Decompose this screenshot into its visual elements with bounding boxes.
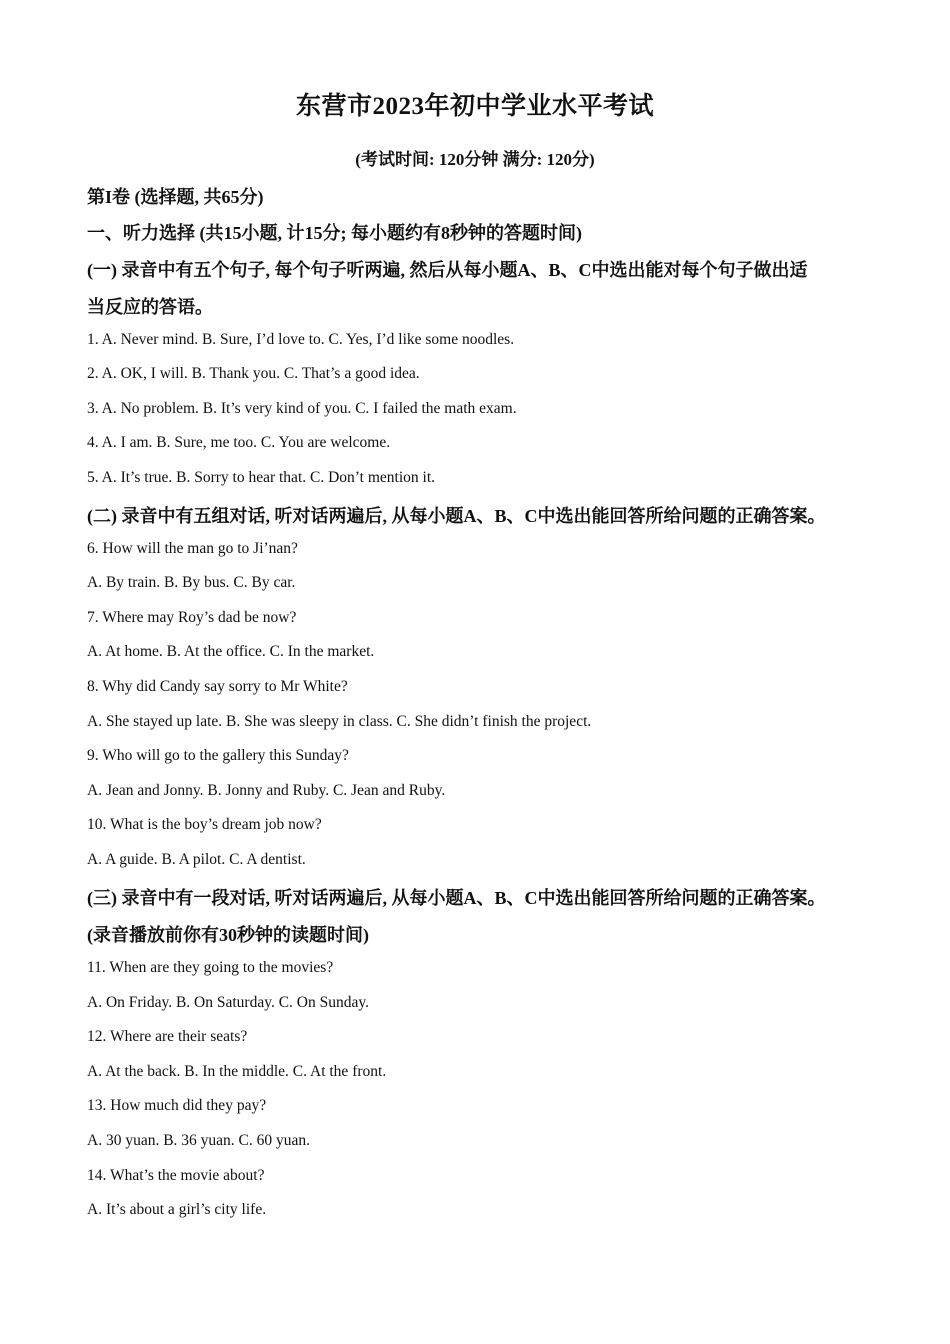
question-8-options: A. She stayed up late. B. She was sleepy in class. C. She didn’t finish the project. [87,713,592,730]
question-6: 6. How will the man go to Ji’nan? [87,540,298,557]
question-12-options: A. At the back. B. In the middle. C. At the front. [87,1063,387,1080]
question-10-options: A. A guide. B. A pilot. C. A dentist. [87,851,306,868]
subsection-one-instruction-cont: 当反应的答语。 [87,297,213,317]
question-13-options: A. 30 yuan. B. 36 yuan. C. 60 yuan. [87,1132,311,1149]
question-9-options: A. Jean and Jonny. B. Jonny and Ruby. C. Jean and Ruby. [87,782,446,799]
subsection-two-instruction: (二) 录音中有五组对话, 听对话两遍后, 从每小题A、B、C中选出能回答所给问题的正确答案。 [87,506,826,526]
question-7: 7. Where may Roy’s dad be now? [87,609,297,626]
question-6-options: A. By train. B. By bus. C. By car. [87,574,296,591]
question-4: 4. A. I am. B. Sure, me too. C. You are welcome. [87,434,391,451]
question-3: 3. A. No problem. B. It’s very kind of you. C. I failed the math exam. [87,400,517,417]
subsection-three-reading-time: (录音播放前你有30秒钟的读题时间) [87,925,369,945]
subsection-three-instruction: (三) 录音中有一段对话, 听对话两遍后, 从每小题A、B、C中选出能回答所给问题的正确答案。 [87,888,826,908]
part-one-heading: 第I卷 (选择题, 共65分) [87,187,264,207]
question-7-options: A. At home. B. At the office. C. In the market. [87,643,375,660]
question-11-options: A. On Friday. B. On Saturday. C. On Sunday. [87,994,369,1011]
question-10: 10. What is the boy’s dream job now? [87,816,322,833]
listening-section-heading: 一、听力选择 (共15小题, 计15分; 每小题约有8秒钟的答题时间) [87,223,582,243]
exam-subtitle: (考试时间: 120分钟 满分: 120分) [355,150,595,169]
subsection-one-instruction: (一) 录音中有五个句子, 每个句子听两遍, 然后从每小题A、B、C中选出能对每个句子做出适 [87,260,808,280]
question-12: 12. Where are their seats? [87,1028,248,1045]
question-13: 13. How much did they pay? [87,1097,267,1114]
question-1: 1. A. Never mind. B. Sure, I’d love to. C. Yes, I’d like some noodles. [87,331,515,348]
question-14: 14. What’s the movie about? [87,1167,265,1184]
question-5: 5. A. It’s true. B. Sorry to hear that. C. Don’t mention it. [87,469,436,486]
question-14-option-a: A. It’s about a girl’s city life. [87,1201,267,1218]
question-11: 11. When are they going to the movies? [87,959,334,976]
question-2: 2. A. OK, I will. B. Thank you. C. That’s a good idea. [87,365,420,382]
question-9: 9. Who will go to the gallery this Sunday? [87,747,349,764]
question-8: 8. Why did Candy say sorry to Mr White? [87,678,348,695]
exam-title: 东营市2023年初中学业水平考试 [295,93,654,120]
